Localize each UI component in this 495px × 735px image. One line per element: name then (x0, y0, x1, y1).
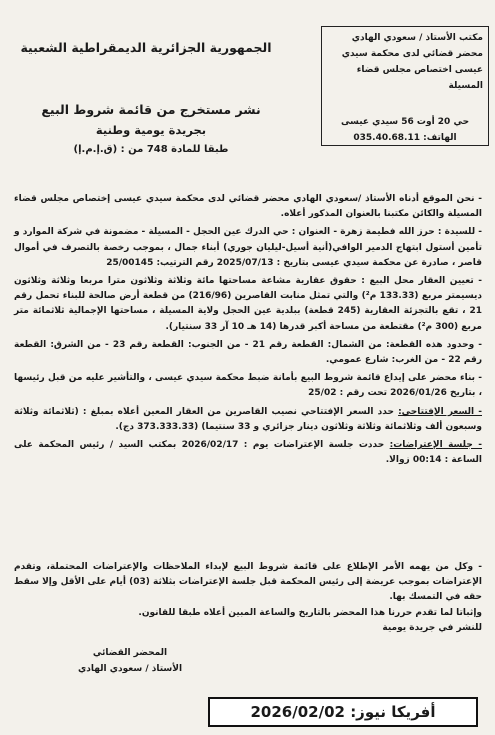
objections-notice: - وكل من يهمه الأمر الإطلاع على قائمة شروط البيع لإبداء الملاحظات والإعتراضات المحتملة، وتقدم الإعتراضات بموجب عريضة إلى رئيس المحكمة قبل جلسة الإعتراضات بثلاثة (03) أيام على الأقل وإلا سقط حقه في التمسك بها. (14, 562, 482, 603)
newspaper-date-stamp (208, 697, 478, 727)
notice-body (14, 192, 482, 471)
newspaper-name: أفريكا نيوز: (350, 703, 436, 721)
objections-session-paragraph (14, 438, 482, 468)
signature-block (60, 645, 200, 677)
opening-price-paragraph (14, 405, 482, 435)
applicant-details: - للسيدة : حرز الله فطيمة زهرة - العنوان : حي الدرك عين الحجل - المسيلة - مضمونة في شركة الموارد و تأمين أستول ابتهاج الدمير الوافي(أنية أسيل-ليليان جوري) أبناء جمال ، بموجب رخصة بالتصرف في أموال قاصر ، صادرة عن محكمة سيدي عيسى بتاريخ : 2025/07/13 رقم الترتيب: 25/00145 (14, 227, 482, 268)
publication-note: للنشر في جريدة يومية (382, 622, 482, 633)
property-boundaries: - وحدود هذه القطعة: من الشمال: القطعة رقم 21 - من الجنوب: القطعة رقم 23 - من الشرق: القطعة رقم 22 - من الغرب: شارع عمومي. (14, 339, 482, 366)
publication-date: 2026/02/02 (250, 703, 345, 721)
office-line-3: عيسى اختصاص مجلس قضاء المسيلة (356, 65, 483, 91)
opening-price-label: - السعر الإفتتاحي: (398, 406, 482, 417)
objections-session-label: - جلسة الإعتراضات: (389, 440, 482, 451)
objections-session-text: حددت جلسة الإعتراضات يوم : 2026/02/17 بمكتب السيد / رئيس المحكمة على الساعة : 00:14 زوالا. (14, 440, 482, 466)
notice-closing (14, 560, 482, 636)
office-address: حي 20 أوت 56 سيدي عيسى (340, 117, 470, 127)
office-line-2: محضر قضائي لدى محكمة سيدي (341, 49, 483, 59)
notice-title-block (16, 100, 286, 160)
filing-details: - بناء محضر على إيداع قائمة شروط البيع بأمانة ضبط محكمة سيدي عيسى ، والتأشير عليه من قبل رئيسها ، بتاريخ 2026/01/26 تحت رقم : 25/02 (14, 373, 482, 399)
signature-title: المحضر القضائي (92, 648, 168, 658)
office-line-1: مكتب الأستاذ / سعودي الهادي (351, 33, 483, 43)
property-description: - تعيين العقار محل البيع : حقوق عقارية مشاعة مساحتها مائة وثلاثة وثلاثون مترا مربعا وثلاثة وثلاثون ديسيمتر مربع (133.33 م²) والتي تمثل منابت القاصرين (216/96) من قطعة أرض صالحة للبناء تحمل رقم 21 ، تقع بالتجزئة العقارية (245 قطعة) ببلدية عين الحجل ولاية المسيلة ، مساحتها الإجمالية ثلاثمائة متر مربع (300 م²) مقتطعة من مساحة أكبر قدرها (14 هـ 10 آر 33 سنتيار). (14, 276, 483, 332)
signature-name: الأستاذ / سعودي الهادي (77, 664, 183, 674)
notice-subtitle: بجريدة يومية وطنية (95, 123, 207, 137)
notice-title: نشر مستخرج من قائمة شروط البيع (41, 102, 261, 117)
office-phone: الهاتف: 035.40.68.11 (353, 133, 457, 143)
legal-article-reference: طبقا للمادة 748 من : (ق.إ.م.إ) (73, 144, 229, 155)
attestation: وإثباتا لما تقدم حررنا هذا المحضر بالتاريخ والساعة المبين أعلاه طبقا للقانون. (138, 607, 482, 618)
republic-heading: الجمهورية الجزائرية الديمقراطية الشعبية (20, 40, 272, 55)
bailiff-introduction: - نحن الموقع أدناه الأستاذ /سعودي الهادي محضر قضائي لدى محكمة سيدي عيسى إختصاص مجلس قضاء المسيلة والكائن مكتبنا بالعنوان المذكور أعلاه. (14, 194, 482, 220)
office-header-box (321, 26, 489, 146)
opening-price-text: حدد السعر الإفتتاحي نصيب القاصرين من العقار المعين أعلاه بمبلغ : (ثلاثمائة وثلاثة وسبعون ألف وثلاثمائة وثلاثة وثلاثون دينار جزائري و 33 سنتيما) (373.333.33 دج). (14, 406, 482, 432)
